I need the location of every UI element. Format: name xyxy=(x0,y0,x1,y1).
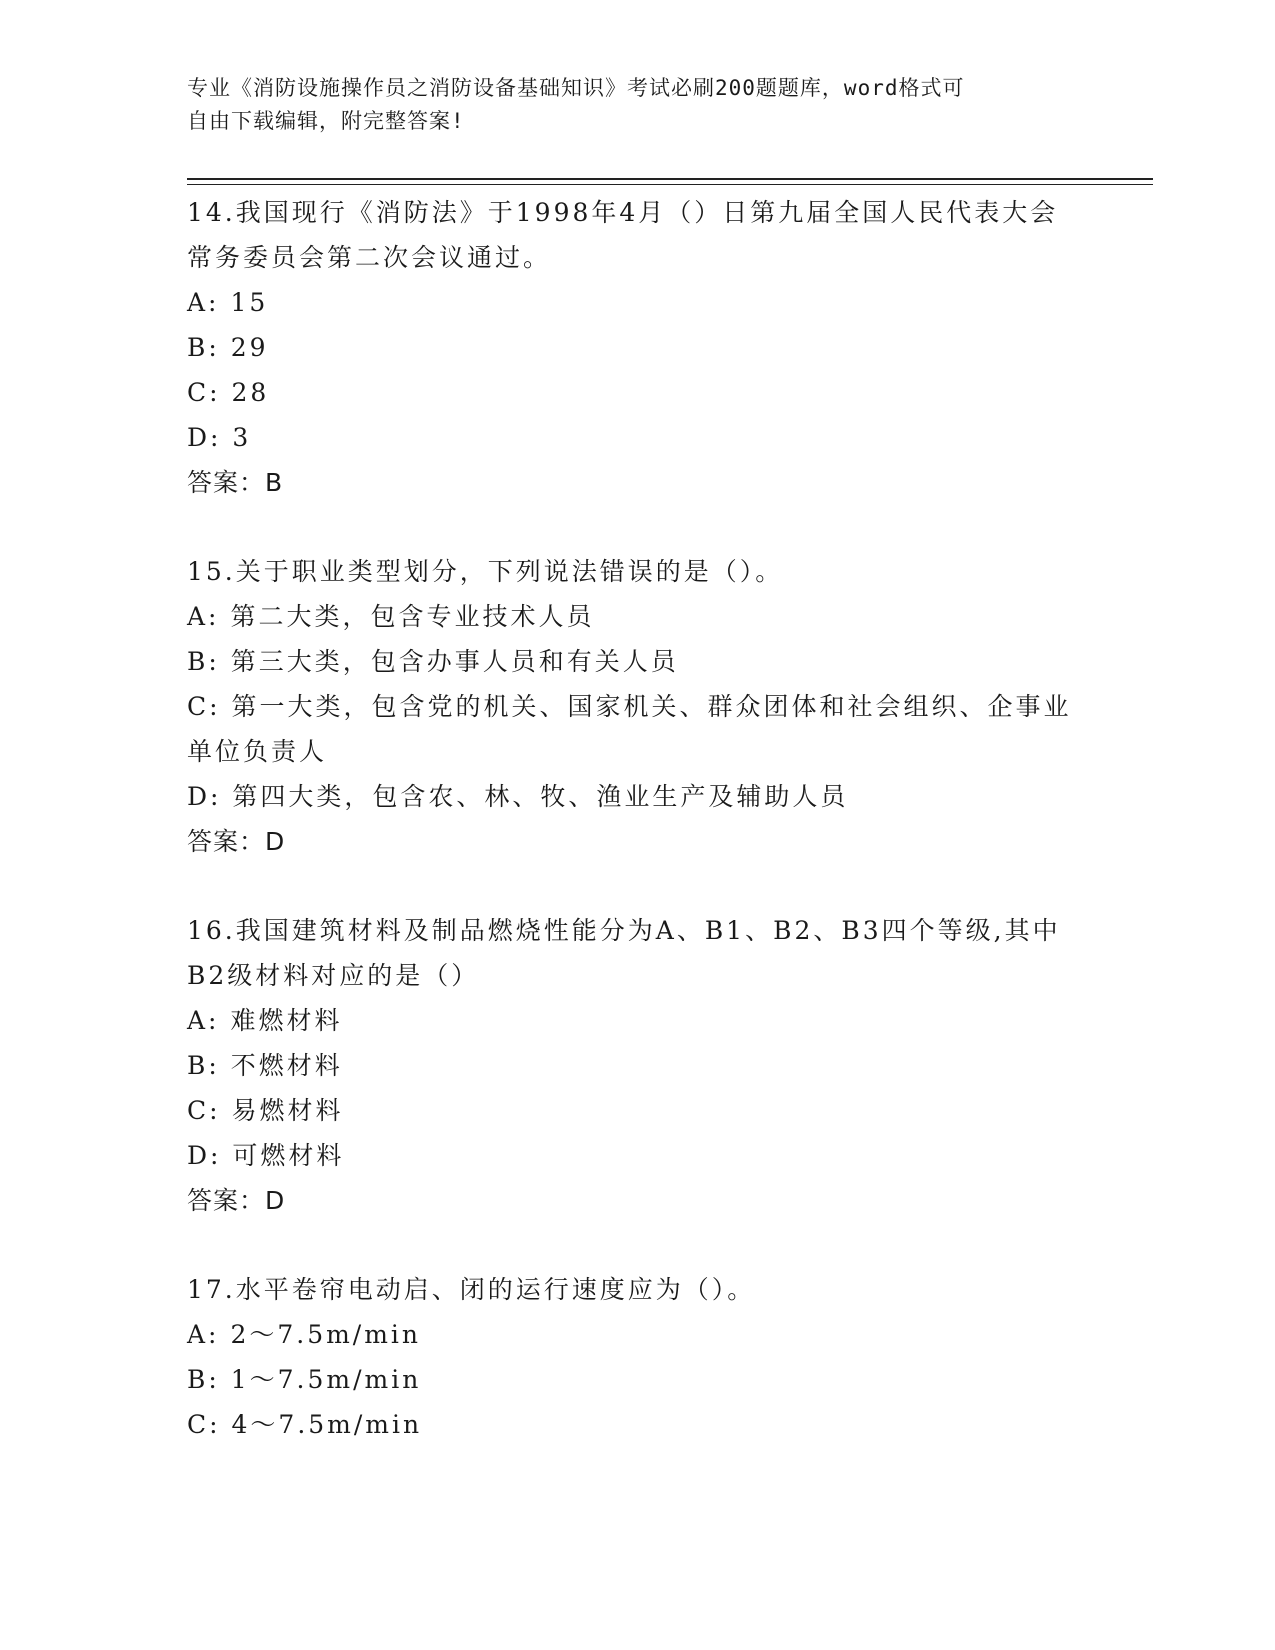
option-a xyxy=(187,1312,1077,1357)
option-b xyxy=(187,639,1077,684)
header-line-1: 专业《消防设施操作员之消防设备基础知识》考试必刷200题题库，word格式可 xyxy=(187,76,965,100)
option-text: 29 xyxy=(230,333,269,362)
option-label: A: xyxy=(187,602,220,631)
header-divider-thin xyxy=(187,184,1153,185)
option-b xyxy=(187,325,1077,370)
option-label: B: xyxy=(187,647,220,676)
option-c xyxy=(187,1088,1077,1133)
question-16 xyxy=(187,908,1077,1223)
option-text: 2～7.5m/min xyxy=(230,1320,422,1349)
option-label: C: xyxy=(187,378,221,407)
question-14 xyxy=(187,190,1077,505)
answer-line: 答案：D xyxy=(187,827,286,856)
option-label: A: xyxy=(187,1006,220,1035)
option-d xyxy=(187,415,1077,460)
option-label: B: xyxy=(187,333,220,362)
option-text: 难燃材料 xyxy=(230,1006,343,1035)
question-17 xyxy=(187,1267,1077,1447)
answer-line: 答案：B xyxy=(187,468,284,497)
option-text: 第三大类，包含办事人员和有关人员 xyxy=(230,647,679,676)
header-line-2: 自由下载编辑，附完整答案! xyxy=(187,109,465,133)
option-b xyxy=(187,1043,1077,1088)
option-label: D: xyxy=(187,1141,222,1170)
option-label: C: xyxy=(187,692,221,721)
question-stem: 15.关于职业类型划分，下列说法错误的是（）。 xyxy=(187,557,784,586)
option-c xyxy=(187,370,1077,415)
question-stem: 14.我国现行《消防法》于1998年4月（）日第九届全国人民代表大会常务委员会第二次会议通过。 xyxy=(187,198,1059,272)
option-a xyxy=(187,998,1077,1043)
option-text: 易燃材料 xyxy=(231,1096,344,1125)
option-text: 3 xyxy=(232,423,252,452)
header-divider xyxy=(187,178,1153,180)
option-text: 第一大类，包含党的机关、国家机关、群众团体和社会组织、企事业单位负责人 xyxy=(187,692,1072,766)
question-list xyxy=(187,190,1077,1491)
option-text: 28 xyxy=(231,378,270,407)
option-d xyxy=(187,1133,1077,1178)
option-b xyxy=(187,1357,1077,1402)
option-label: B: xyxy=(187,1365,220,1394)
option-label: C: xyxy=(187,1096,221,1125)
option-text: 可燃材料 xyxy=(232,1141,345,1170)
question-stem: 17.水平卷帘电动启、闭的运行速度应为（）。 xyxy=(187,1275,756,1304)
option-label: C: xyxy=(187,1410,221,1439)
option-d xyxy=(187,774,1077,819)
option-text: 第二大类，包含专业技术人员 xyxy=(230,602,595,631)
option-label: D: xyxy=(187,782,222,811)
option-label: A: xyxy=(187,288,220,317)
option-text: 4～7.5m/min xyxy=(231,1410,423,1439)
answer-line: 答案：D xyxy=(187,1186,286,1215)
option-c xyxy=(187,1402,1077,1447)
option-text: 不燃材料 xyxy=(230,1051,343,1080)
option-text: 第四大类，包含农、林、牧、渔业生产及辅助人员 xyxy=(232,782,849,811)
option-label: B: xyxy=(187,1051,220,1080)
option-label: A: xyxy=(187,1320,220,1349)
question-stem: 16.我国建筑材料及制品燃烧性能分为A、B1、B2、B3四个等级,其中B2级材料对应的是（） xyxy=(187,916,1061,990)
option-text: 15 xyxy=(230,288,269,317)
document-header xyxy=(187,72,1067,138)
option-label: D: xyxy=(187,423,222,452)
option-text: 1～7.5m/min xyxy=(230,1365,422,1394)
question-15 xyxy=(187,549,1077,864)
option-c xyxy=(187,684,1077,774)
option-a xyxy=(187,280,1077,325)
option-a xyxy=(187,594,1077,639)
